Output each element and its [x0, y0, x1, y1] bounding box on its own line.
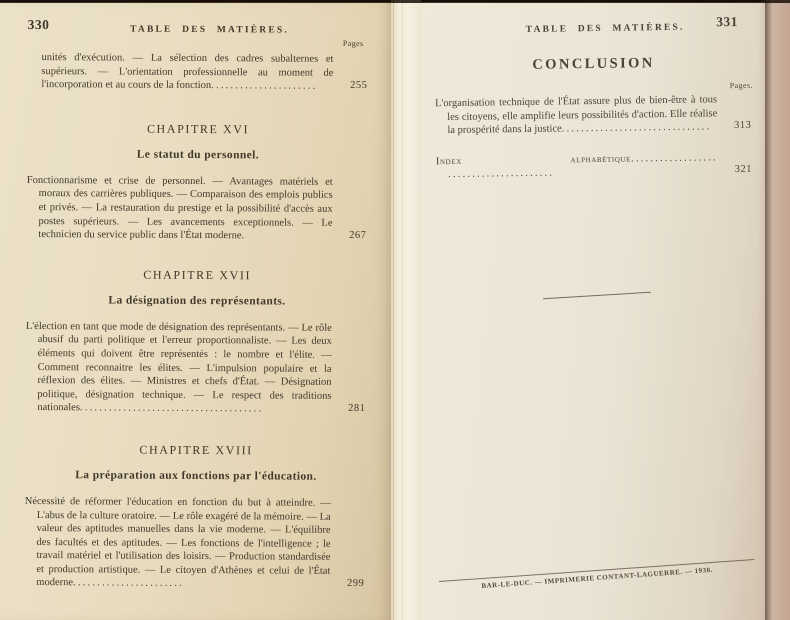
toc-entry-text: unités d'exécution. — La sélection des cadres subalternes et supérieurs. — L'orientation professionnelle au moment de l'incorporation et au cours de la fonction — [41, 52, 334, 92]
toc-entry-text: L'organisation technique de l'État assure plus de bien-être à tous les citoyens, elle amplifie leurs possibilités d'action. Elle réalise la prospérité dans la justice — [434, 94, 718, 137]
chapter-heading: CHAPITRE XVI — [146, 121, 250, 137]
photo-background-edge — [758, 0, 790, 620]
left-page-header — [28, 17, 370, 36]
toc-entry-text: Nécessité de réformer l'éducation en fonction du but à atteindre. — L'abus de la culture oratoire. — Le rôle exagéré de la mémoire. — La valeur des aptitudes manuelles dans la vie moderne. — L'équilibre des facultés et des aptitudes. — Les fonctions de l'intelligence ; le travail matériel et l'utilisation des loisirs. — Production standardisée et production artistique. — Le citoyen d'Athènes et celui de l'État moderne — [24, 495, 331, 589]
entry-page-number: 255 — [350, 80, 368, 92]
imprint-text: BAR-LE-DUC. — IMPRIMERIE CONTANT-LAGUERRE. — 1930. — [481, 565, 714, 591]
entry-page-number: 313 — [734, 119, 752, 132]
page-edge-line — [402, 0, 403, 620]
chapter-heading: CHAPITRE XVIII — [139, 442, 253, 458]
left-page-number: 330 — [27, 16, 50, 33]
toc-entry-continuation — [27, 51, 369, 94]
right-page — [421, 2, 765, 620]
page-edge-line — [393, 0, 394, 620]
left-page — [0, 2, 391, 620]
conclusion-heading: CONCLUSION — [532, 55, 655, 73]
dot-leader: ...................... — [211, 80, 318, 92]
dot-leader: .................. ...................... — [447, 152, 718, 181]
index-entry — [436, 151, 754, 183]
toc-entry-text: L'élection en tant que mode de désignation des représentants. — Le rôle abusif du parti politique et l'erreur proportionnaliste. — Les deux éléments qui doivent être représentés : le nombre et l'élite. — Comment reconnaitre les élites. — L'impulsion populaire et la réflexion des élites. — Ministres et chefs d'État. — Désignation politique, désignation technique. — Le respect des traditions nationales — [25, 320, 332, 414]
printer-imprint — [439, 559, 755, 593]
right-running-title: TABLE DES MATIÈRES. — [525, 22, 685, 35]
pages-column-label-right: Pages. — [729, 80, 753, 91]
dot-leader: ....................... — [73, 577, 185, 590]
chapter-block-17 — [25, 267, 368, 417]
toc-entry — [25, 320, 368, 417]
pages-column-label-left: Pages — [342, 38, 364, 49]
chapter-block-16 — [26, 121, 369, 244]
chapter-title: La préparation aux fonctions par l'éducation. — [75, 469, 317, 483]
right-page-number: 331 — [716, 13, 739, 30]
chapter-block-18 — [24, 442, 367, 592]
entry-page-number: 281 — [348, 403, 366, 415]
entry-page-number: 321 — [734, 164, 753, 176]
toc-entry — [24, 495, 367, 592]
photo-top-edge — [0, 0, 790, 3]
left-running-title: TABLE DES MATIÈRES. — [130, 24, 290, 36]
dot-leader: ...................................... — [79, 402, 264, 415]
entry-page-number: 267 — [349, 230, 367, 242]
chapter-heading: CHAPITRE XVII — [143, 267, 252, 283]
page-gutter — [391, 0, 421, 620]
toc-entry-text: Fonctionnarisme et crise de personnel. — Avantages matériels et moraux des carrières publiques. — Comparaison des emplois publics et privés. — La restauration du prestige et la possibilité d'accès aux postes supérieurs. — Les avancements exceptionnels. — Le technicien du service public dans l'État moderne. — [26, 174, 333, 242]
chapter-title: La désignation des représentants. — [108, 294, 286, 308]
chapter-title: Le statut du personnel. — [136, 148, 260, 162]
index-entry-text: Index alphabétique — [435, 153, 632, 167]
right-page-header — [434, 14, 752, 36]
toc-entry — [26, 174, 368, 244]
conclusion-entry — [435, 93, 754, 138]
dot-leader: ............................... — [561, 121, 712, 135]
separator-rule — [543, 292, 651, 300]
entry-page-number: 299 — [347, 578, 365, 590]
